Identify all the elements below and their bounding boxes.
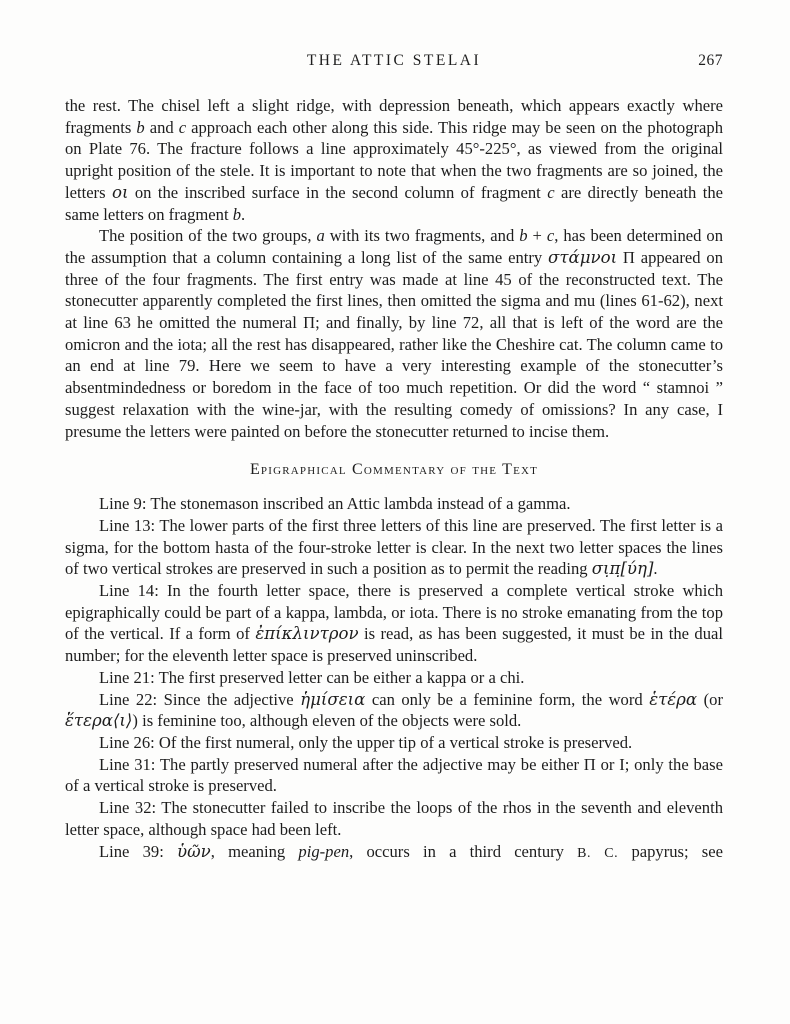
text-run: c [178,117,187,137]
paragraph [65,754,723,797]
text-run: Line 22: Since the adjective [99,689,301,709]
text-run: Line 9: The stonemason inscribed an Attic lambda instead of a gamma. [99,494,571,514]
text-run: approach each other along this side. This ridge may be seen on the photograph on Plate 76. The fracture follows a line approximately 45°-225°, as viewed from the original upright position of the stele. It is important to note that when the two fragments are so joined, the letters [65,117,723,202]
paragraph [65,580,723,667]
text-run: Line 31: The partly preserved numeral after the adjective may be either Π or Ι; only the base of a vertical stroke is preserved. [65,754,723,796]
paragraph [65,515,723,580]
text-run: is read, as has been suggested, it must be in the dual number; for the eleventh letter space is preserved uninscribed. [65,624,724,666]
text-run: the rest. The chisel left a slight ridge, with depression beneath, which appears exactly where fragments [65,96,723,137]
text-run: c [547,182,555,202]
intro-section [65,95,723,442]
text-run: B. C. [577,845,619,861]
text-run: a [316,226,325,246]
paragraph [65,797,723,840]
text-run: are directly beneath the same letters on fragment [65,182,723,224]
text-run: c [546,226,555,246]
text-run: pig-pen [298,841,350,861]
greek-text-run: ἑτέρα [649,689,698,709]
paragraph [65,667,723,689]
text-run: Line 13: The lower parts of the first three letters of this line are preserved. The first letter is a sigma, for the bottom hasta of the four-stroke letter is clear. In the next two letter spaces the lines of two vertical strokes are preserved in such a position as to permit the reading [65,515,723,579]
paragraph [65,732,723,754]
greek-text-run: ἡμίσεια [300,689,366,709]
section-heading: Epigraphical Commentary of the Text [249,461,539,479]
text-run: The position of the two groups, [99,226,317,246]
text-run: Line 32: The stonecutter failed to inscribe the loops of the rhos in the seventh and eleventh letter space, although space had been left. [65,798,723,839]
text-run: Line 14: In the fourth letter space, there is preserved a complete vertical stroke which epigraphically could be part of a kappa, lambda, or iota. There is no stroke emanating from the top of the vertical. If a form of [65,581,723,644]
running-header [65,52,723,72]
paragraph [65,225,723,442]
text-run: b [136,117,145,137]
greek-text-run: στάμνοι [548,247,618,267]
text-run: can only be a feminine form, the word [365,689,650,709]
paragraph [65,689,723,732]
text-run: , has been determined on the assumption that a column containing a long list of the same entry [65,226,723,267]
page-content [65,52,723,864]
text-run: , meaning [210,841,299,861]
text-run: , occurs in a third century [349,841,578,861]
text-run: on the inscribed surface in the second column of fragment [128,182,548,202]
text-run: . [241,204,246,224]
text-run: and [144,117,179,137]
text-run: Line 26: Of the first numeral, only the upper tip of a vertical stroke is preserved. [99,732,633,752]
paragraph [65,95,723,225]
text-run: . [653,559,658,579]
greek-text-run: ἐπίκλιντρον [255,624,359,644]
commentary-section [65,493,723,864]
text-run: Π appeared on three of the four fragments. The first entry was made at line 45 of the reconstructed text. The stonecutter apparently completed the first lines, then omitted the sigma and mu (lines 61-62), next at line 63 he omitted the numeral Π; and finally, by line 72, all that is left of the word are the omicron and the iota; all the rest has disappeared, rather like the Cheshire cat. The column came to an end at line 79. Here we seem to have a very interesting example of the stonecutter’s absentmindedness or boredom in the face of too much repetition. Or did the word “ stamnoi ” suggest relaxation with the wine-jar, with the resulting comedy of omissions? In any case, I presume the letters were painted on before the stonecutter returned to incise them. [65,247,723,441]
text-run: b [519,226,528,246]
running-header-title: THE ATTIC STELAI [306,52,482,69]
paragraph [65,841,723,865]
text-run: (or [697,689,723,709]
text-run: Line 21: The first preserved letter can be either a kappa or a chi. [99,667,525,687]
page-number: 267 [698,52,723,69]
greek-text-run: ἕτερα⟨ι⟩ [65,711,133,731]
greek-text-run: ὑῶν [177,841,211,861]
greek-text-run: οι [111,182,129,202]
text-run: b [232,204,242,224]
text-run: papyrus; see [618,841,723,861]
paragraph [65,493,723,515]
text-run: ) is feminine too, although eleven of the objects were sold. [132,711,522,731]
text-run: Line 39: [99,841,178,861]
greek-text-run: σι̣π̣[ύη] [591,559,654,579]
text-run: with its two fragments, and [324,226,520,246]
text-run: + [527,226,547,246]
